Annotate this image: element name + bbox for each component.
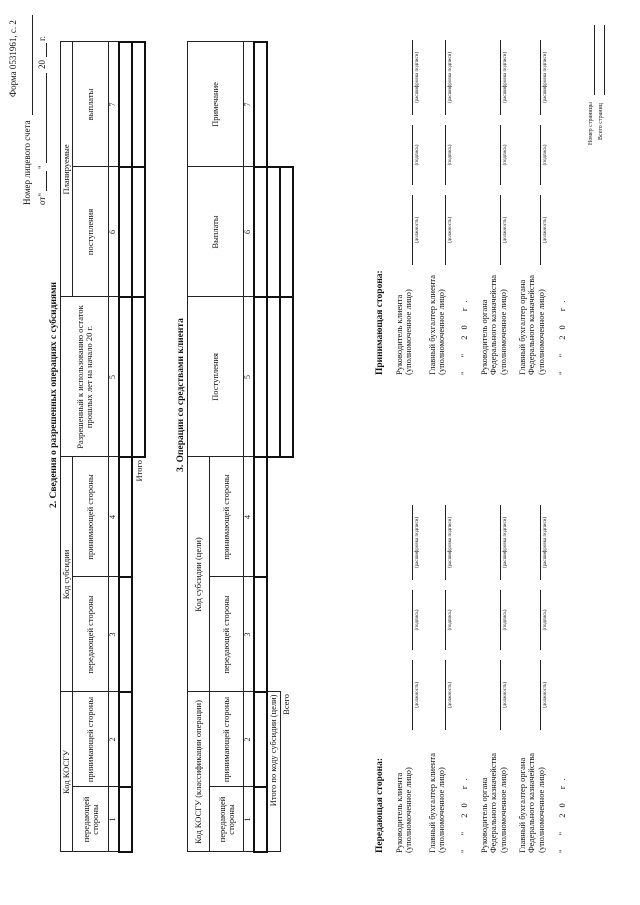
caption-position: (должность)	[448, 216, 453, 244]
caption-position: (должность)	[448, 681, 453, 709]
receiving-role-accountant: Главный бухгалтер клиента (уполномоченное лицо)	[427, 274, 447, 375]
giving-ftacc-decode-line[interactable]	[540, 505, 541, 580]
s2-col-number: 7	[109, 42, 120, 167]
account-year-prefix: 20	[37, 60, 47, 69]
s2-total-cell[interactable]	[132, 42, 145, 167]
receiving-date-2: " " 20 г.	[557, 294, 567, 375]
account-day-line[interactable]	[46, 171, 47, 191]
s2-col-number: 3	[109, 577, 120, 692]
s3-head-income: Поступления	[188, 297, 244, 457]
s2-total-cell[interactable]	[132, 167, 145, 297]
giving-acc-signature-line[interactable]	[445, 590, 446, 650]
s2-cell[interactable]	[119, 42, 132, 167]
s3-head-kosgu-receiving: принимающей стороны	[210, 692, 244, 787]
caption-decode: (расшифровка подписи)	[415, 51, 420, 104]
s3-col-number: 5	[244, 297, 255, 457]
s3-cell[interactable]	[254, 297, 267, 457]
s3-head-note: Примечание	[188, 42, 244, 167]
s3-head-kosgu: Код КОСГУ (классификации операции)	[188, 692, 210, 852]
recv-ftacc-position-line[interactable]	[540, 195, 541, 265]
caption-decode: (расшифровка подписи)	[503, 516, 508, 569]
s2-head-sub-giving: передающей стороны	[73, 577, 109, 692]
s2-col-number: 5	[109, 297, 120, 457]
caption-signature: (подпись)	[543, 144, 548, 166]
recv-acc-position-line[interactable]	[445, 195, 446, 265]
s3-cell[interactable]	[254, 692, 267, 787]
s2-head-kosgu: Код КОСГУ	[61, 692, 73, 852]
giving-side-label: Передающая сторона:	[375, 757, 385, 853]
giving-head-decode-line[interactable]	[412, 505, 413, 580]
recv-head-position-line[interactable]	[412, 195, 413, 265]
caption-position: (должность)	[543, 216, 548, 244]
total-pages-line[interactable]	[604, 25, 605, 95]
giving-acc-decode-line[interactable]	[445, 505, 446, 580]
receiving-side-label: Принимающая сторона:	[375, 270, 385, 375]
s3-cell[interactable]	[254, 457, 267, 577]
recv-fthead-position-line[interactable]	[500, 195, 501, 265]
caption-signature: (подпись)	[415, 609, 420, 631]
caption-decode: (расшифровка подписи)	[415, 516, 420, 569]
s2-head-subsidy-code: Код субсидии	[61, 457, 73, 692]
caption-signature: (подпись)	[448, 609, 453, 631]
caption-signature: (подпись)	[543, 609, 548, 631]
total-pages-label: Всего страниц	[598, 103, 604, 140]
giving-role-ft-accountant: Главный бухгалтер органа Федерального казначейства (уполномоченное лицо)	[517, 752, 546, 853]
s2-col-number: 4	[109, 457, 120, 577]
s2-col-number: 2	[109, 692, 120, 787]
s3-total-by-code-label: Итого по коду субсидии (цели)	[267, 692, 280, 852]
caption-signature: (подпись)	[415, 144, 420, 166]
account-date-quote: "	[37, 165, 47, 169]
giving-fthead-decode-line[interactable]	[500, 505, 501, 580]
recv-head-decode-line[interactable]	[412, 40, 413, 115]
s2-cell[interactable]	[119, 457, 132, 577]
receiving-role-head: Руководитель клиента (уполномоченное лицо)	[394, 289, 414, 375]
receiving-date-1: " " 20 г.	[459, 294, 469, 375]
s3-col-number: 3	[244, 577, 255, 692]
caption-decode: (расшифровка подписи)	[543, 51, 548, 104]
account-year-line[interactable]	[46, 43, 47, 57]
caption-decode: (расшифровка подписи)	[543, 516, 548, 569]
recv-acc-decode-line[interactable]	[445, 40, 446, 115]
caption-position: (должность)	[415, 216, 420, 244]
caption-decode: (расшифровка подписи)	[448, 51, 453, 104]
s2-head-allowed: Разрешенный к использованию остаток прошлых лет на начало 20 г.	[61, 297, 109, 457]
s3-total-cell[interactable]	[267, 297, 280, 457]
recv-fthead-decode-line[interactable]	[500, 40, 501, 115]
giving-date-2: " " 20 г.	[557, 772, 567, 853]
caption-position: (должность)	[503, 681, 508, 709]
giving-fthead-signature-line[interactable]	[500, 590, 501, 650]
section2-table	[60, 41, 146, 853]
account-year-suffix: г.	[37, 36, 47, 41]
s3-total-cell[interactable]	[267, 167, 280, 297]
s3-col-number: 7	[244, 42, 255, 167]
recv-ftacc-signature-line[interactable]	[540, 125, 541, 185]
s3-cell[interactable]	[254, 787, 267, 852]
s3-grand-total-cell[interactable]	[280, 297, 293, 457]
s2-col-number: 1	[109, 787, 120, 852]
s3-cell[interactable]	[254, 42, 267, 167]
recv-fthead-signature-line[interactable]	[500, 125, 501, 185]
s3-cell[interactable]	[254, 167, 267, 297]
s2-cell[interactable]	[119, 167, 132, 297]
s3-cell[interactable]	[254, 577, 267, 692]
s2-head-kosgu-receiving: принимающей стороны	[73, 692, 109, 787]
giving-role-ft-head: Руководитель органа Федерального казначейства (уполномоченное лицо)	[479, 752, 508, 853]
s3-col-number: 1	[244, 787, 255, 852]
section3-title: 3. Операции со средствами клиента	[176, 318, 186, 472]
giving-acc-position-line[interactable]	[445, 660, 446, 730]
giving-role-accountant: Главный бухгалтер клиента (уполномоченное лицо)	[427, 752, 447, 853]
form-code: Форма 0531961, с. 2	[8, 20, 18, 97]
s2-head-planned: Планируемые	[61, 42, 73, 297]
s2-head-sub-receiving: принимающей стороны	[73, 457, 109, 577]
caption-decode: (расшифровка подписи)	[448, 516, 453, 569]
caption-signature: (подпись)	[448, 144, 453, 166]
s2-cell[interactable]	[119, 787, 132, 852]
page-number-line[interactable]	[594, 25, 595, 95]
s2-cell[interactable]	[119, 692, 132, 787]
receiving-role-ft-head: Руководитель органа Федерального казначейства (уполномоченное лицо)	[479, 274, 508, 375]
giving-date-1: " " 20 г.	[459, 772, 469, 853]
account-number-line[interactable]	[32, 15, 33, 115]
s3-col-number: 2	[244, 692, 255, 787]
giving-head-position-line[interactable]	[412, 660, 413, 730]
s2-total-cell[interactable]	[132, 297, 145, 457]
caption-signature: (подпись)	[503, 609, 508, 631]
s3-head-kosgu-giving: передающей стороны	[210, 787, 244, 852]
caption-decode: (расшифровка подписи)	[503, 51, 508, 104]
caption-signature: (подпись)	[503, 144, 508, 166]
s3-total-all-label: Всего	[281, 694, 292, 715]
s3-head-sub-receiving: принимающей стороны	[210, 457, 244, 577]
section2-title: 2. Сведения о разрешенных операциях с субсидиями	[49, 281, 59, 509]
receiving-role-ft-accountant: Главный бухгалтер органа Федерального казначейства (уполномоченное лицо)	[517, 274, 546, 375]
s2-col-number: 6	[109, 167, 120, 297]
account-month-line[interactable]	[46, 73, 47, 163]
account-date-prefix: от"	[37, 193, 47, 205]
recv-head-signature-line[interactable]	[412, 125, 413, 185]
giving-role-head: Руководитель клиента (уполномоченное лицо)	[394, 767, 414, 853]
caption-position: (должность)	[543, 681, 548, 709]
s3-head-payments: Выплаты	[188, 167, 244, 297]
s3-col-number: 6	[244, 167, 255, 297]
caption-position: (должность)	[503, 216, 508, 244]
s2-total-label: Итого	[133, 459, 144, 482]
s3-col-number: 4	[244, 457, 255, 577]
s2-head-payments: выплаты	[73, 42, 109, 167]
account-number-label: Номер лицевого счета	[22, 120, 32, 205]
giving-ftacc-position-line[interactable]	[540, 660, 541, 730]
s3-head-sub-giving: передающей стороны	[210, 577, 244, 692]
s3-grand-total-cell[interactable]	[280, 167, 293, 297]
s2-head-income: поступления	[73, 167, 109, 297]
s2-cell[interactable]	[119, 297, 132, 457]
s3-head-subsidy-code: Код субсидии (цели)	[188, 457, 210, 692]
giving-fthead-position-line[interactable]	[500, 660, 501, 730]
s2-cell[interactable]	[119, 577, 132, 692]
section3-table	[187, 41, 294, 853]
giving-head-signature-line[interactable]	[412, 590, 413, 650]
page-number-label: Номер страницы	[588, 102, 594, 145]
recv-acc-signature-line[interactable]	[445, 125, 446, 185]
recv-ftacc-decode-line[interactable]	[540, 40, 541, 115]
s2-head-kosgu-giving: передающей стороны	[73, 787, 109, 852]
caption-position: (должность)	[415, 681, 420, 709]
giving-ftacc-signature-line[interactable]	[540, 590, 541, 650]
